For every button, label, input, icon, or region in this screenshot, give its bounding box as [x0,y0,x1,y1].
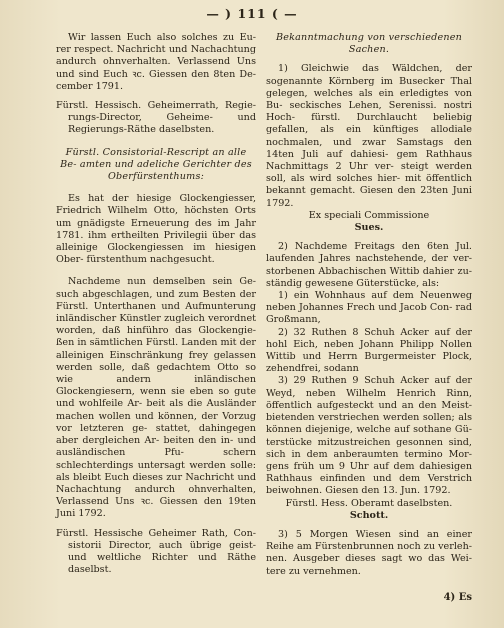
commission-signature: Ex speciali Commissione [308,209,430,221]
right-subitem-3: 3) 29 Ruthen 9 Schuh Acker auf der Weyd, neben Wilhelm Henrich Rinn, öffentlich aufgesteckt und an den Meist- bietenden verstriechen werden sollen; als können diejenige, welche auf sothane Gü- terstücke mitzustreichen gesonnen sind, sich in dem anberaumten termino Mor- gens früh um 9 Uhr auf dem dahiesigen Rathhaus einfinden und dem Verstrich beiwohnen. Giesen den 13. Jun. 1792. [266,375,472,497]
oberamt-signature: Fürstl. Hess. Oberamt daselbsten. [285,497,453,509]
left-column [56,32,256,576]
right-item-1: 1) Gleichwie das Wäldchen, der sogenannte Körnberg im Busecker Thal gelegen, welches als ein erledigtes von Bu- seckisches Lehen, Serenissi. nostri Hoch- fürstl. Durchlaucht beliebig gefallen, als ein künftiges allodiale nochmalen, und zwar Samstags den 14ten Juli auf dahiesi- gem Rathhaus Nachmittags 2 Uhr ver- steigt werden soll, als wird solches hier- mit öffentlich bekannt gemacht. Giesen den 23ten Juni 1792. [266,63,472,209]
catchword: 4) Es [443,592,472,603]
right-section-heading: Bekanntmachung von verschiedenen Sachen. [276,32,462,56]
right-subitem-1: 1) ein Wohnhaus auf dem Neuenweg neben Johannes Frech und Jacob Con- rad Großmann, [266,290,472,326]
left-paragraph-2: Es hat der hiesige Glockengiesser, Friedrich Wilhelm Otto, höchsten Orts um gnädigste Erneuerung des im Jahr 1781. ihm ertheilten Privilegii über das alleinige Glockengiessen im hiesigen Ober- fürstenthum nachgesucht. [56,193,256,266]
right-item-3: 3) 5 Morgen Wiesen sind an einer Reihe am Fürstenbrunnen noch zu verleh- nen. Ausgeber dieses sagt wo das Wei- tere zu vernehmen. [266,528,472,577]
oberamt-name: Schott. [349,509,389,521]
left-paragraph-1: Wir lassen Euch also solches zu Eu- rer respect. Nachricht und Nachachtung andurch ohnverhalten. Verlassend Uns und sind Euch ꝛc. Giessen den 8ten De- cember 1791. [56,32,256,92]
commission-name: Sues. [354,222,384,234]
left-signature-1: Fürstl. Hessisch. Geheimerrath, Regie- rungs-Director, Geheime- und Regierungs-Räthe daselbsten. [56,100,256,136]
left-section-heading: Fürstl. Consistorial-Rescript an alle Be- amten und adeliche Gerichter des Oberfürstenthums: [60,146,252,183]
left-signature-2: Fürstl. Hessische Geheimer Rath, Con- sistorii Director, auch übrige geist- und weltliche Richter und Räthe daselbst. [56,527,256,576]
left-paragraph-3: Nachdeme nun demselben sein Ge- such abgeschlagen, und zum Besten der Fürstl. Unterthanen und Aufmunterung inländischer Künstler zugleich verordnet worden, daß hinführo das Glockengie- ßen in sämtlichen Fürstl. Landen mit der alleinigen Einschränkung frey gelassen werden solle, daß gedachtem Otto so wie andern inländischen Glockengiesern, wenn sie eben so gute und wohlfeile Ar- beit als die Ausländer machen wollen und können, der Vorzug vor letzteren ge- stattet, dahingegen aber dergleichen Ar- beiten den in- und ausländischen Pfu- schern schlechterdings untersagt werden solle: als bleibt Euch dieses zur Nachricht und Nachachtung andurch ohnverhalten, Verlassend Uns ꝛc. Giessen den 19ten Juni 1792. [56,276,256,520]
right-subitem-2: 2) 32 Ruthen 8 Schuh Acker auf der hohl Eich, neben Johann Philipp Nollen Wittib und Herrn Burgermeister Plock, zehendfrei, sodann [266,326,472,375]
right-column [266,32,472,578]
page-number: — ) 111 ( — [206,6,298,21]
right-item-2: 2) Nachdeme Freitags den 6ten Jul. laufenden Jahres nachstehende, der ver- storbenen Abbachischen Wittib dahier zu- ständig gewesene Güterstücke, als: [266,241,472,289]
